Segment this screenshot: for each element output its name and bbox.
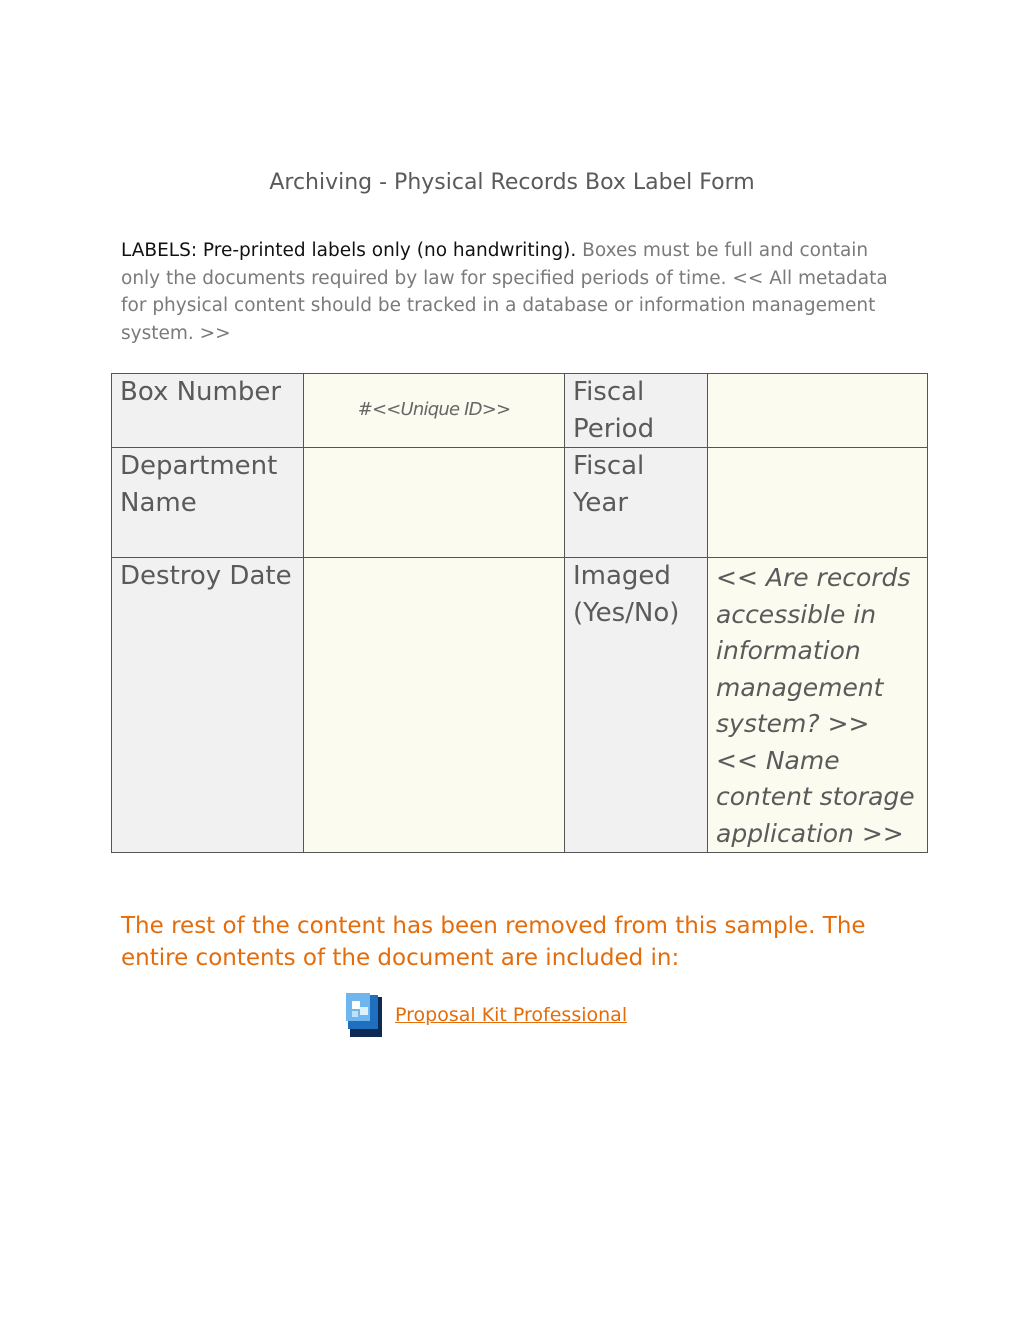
table-row	[112, 448, 928, 558]
department-name-label: Department Name	[112, 448, 304, 558]
table-row	[112, 374, 928, 448]
proposal-kit-icon	[346, 993, 382, 1037]
destroy-date-cell	[304, 558, 565, 853]
page-title: Archiving - Physical Records Box Label Form	[269, 170, 755, 195]
box-number-cell	[304, 374, 565, 448]
destroy-date-label: Destroy Date	[112, 558, 304, 853]
imaged-cell	[708, 558, 928, 853]
fiscal-period-label: Fiscal Period	[565, 374, 708, 448]
imaged-value: << Are records accessible in information management system? >> << Name content storage application >>	[716, 563, 915, 848]
fiscal-year-label: Fiscal Year	[565, 448, 708, 558]
fiscal-period-cell	[708, 374, 928, 448]
product-reference	[346, 993, 627, 1037]
table-row	[112, 558, 928, 853]
intro-paragraph	[121, 237, 906, 347]
intro-lead: LABELS: Pre-printed labels only (no handwriting).	[121, 240, 577, 261]
fiscal-year-cell	[708, 448, 928, 558]
department-name-cell	[304, 448, 565, 558]
imaged-label: Imaged (Yes/No)	[565, 558, 708, 853]
box-label-table	[111, 373, 928, 853]
intro-rest: Boxes must be full and contain only the documents required by law for specified periods of time. << All metadata for physical content should be tracked in a database or information management system. >>	[121, 240, 888, 344]
removed-content-note: The rest of the content has been removed from this sample. The entire contents of the document are included in:	[121, 913, 866, 971]
box-number-label: Box Number	[112, 374, 304, 448]
product-link[interactable]: Proposal Kit Professional	[395, 1004, 628, 1026]
box-number-value: #<<Unique ID>>	[357, 399, 511, 420]
